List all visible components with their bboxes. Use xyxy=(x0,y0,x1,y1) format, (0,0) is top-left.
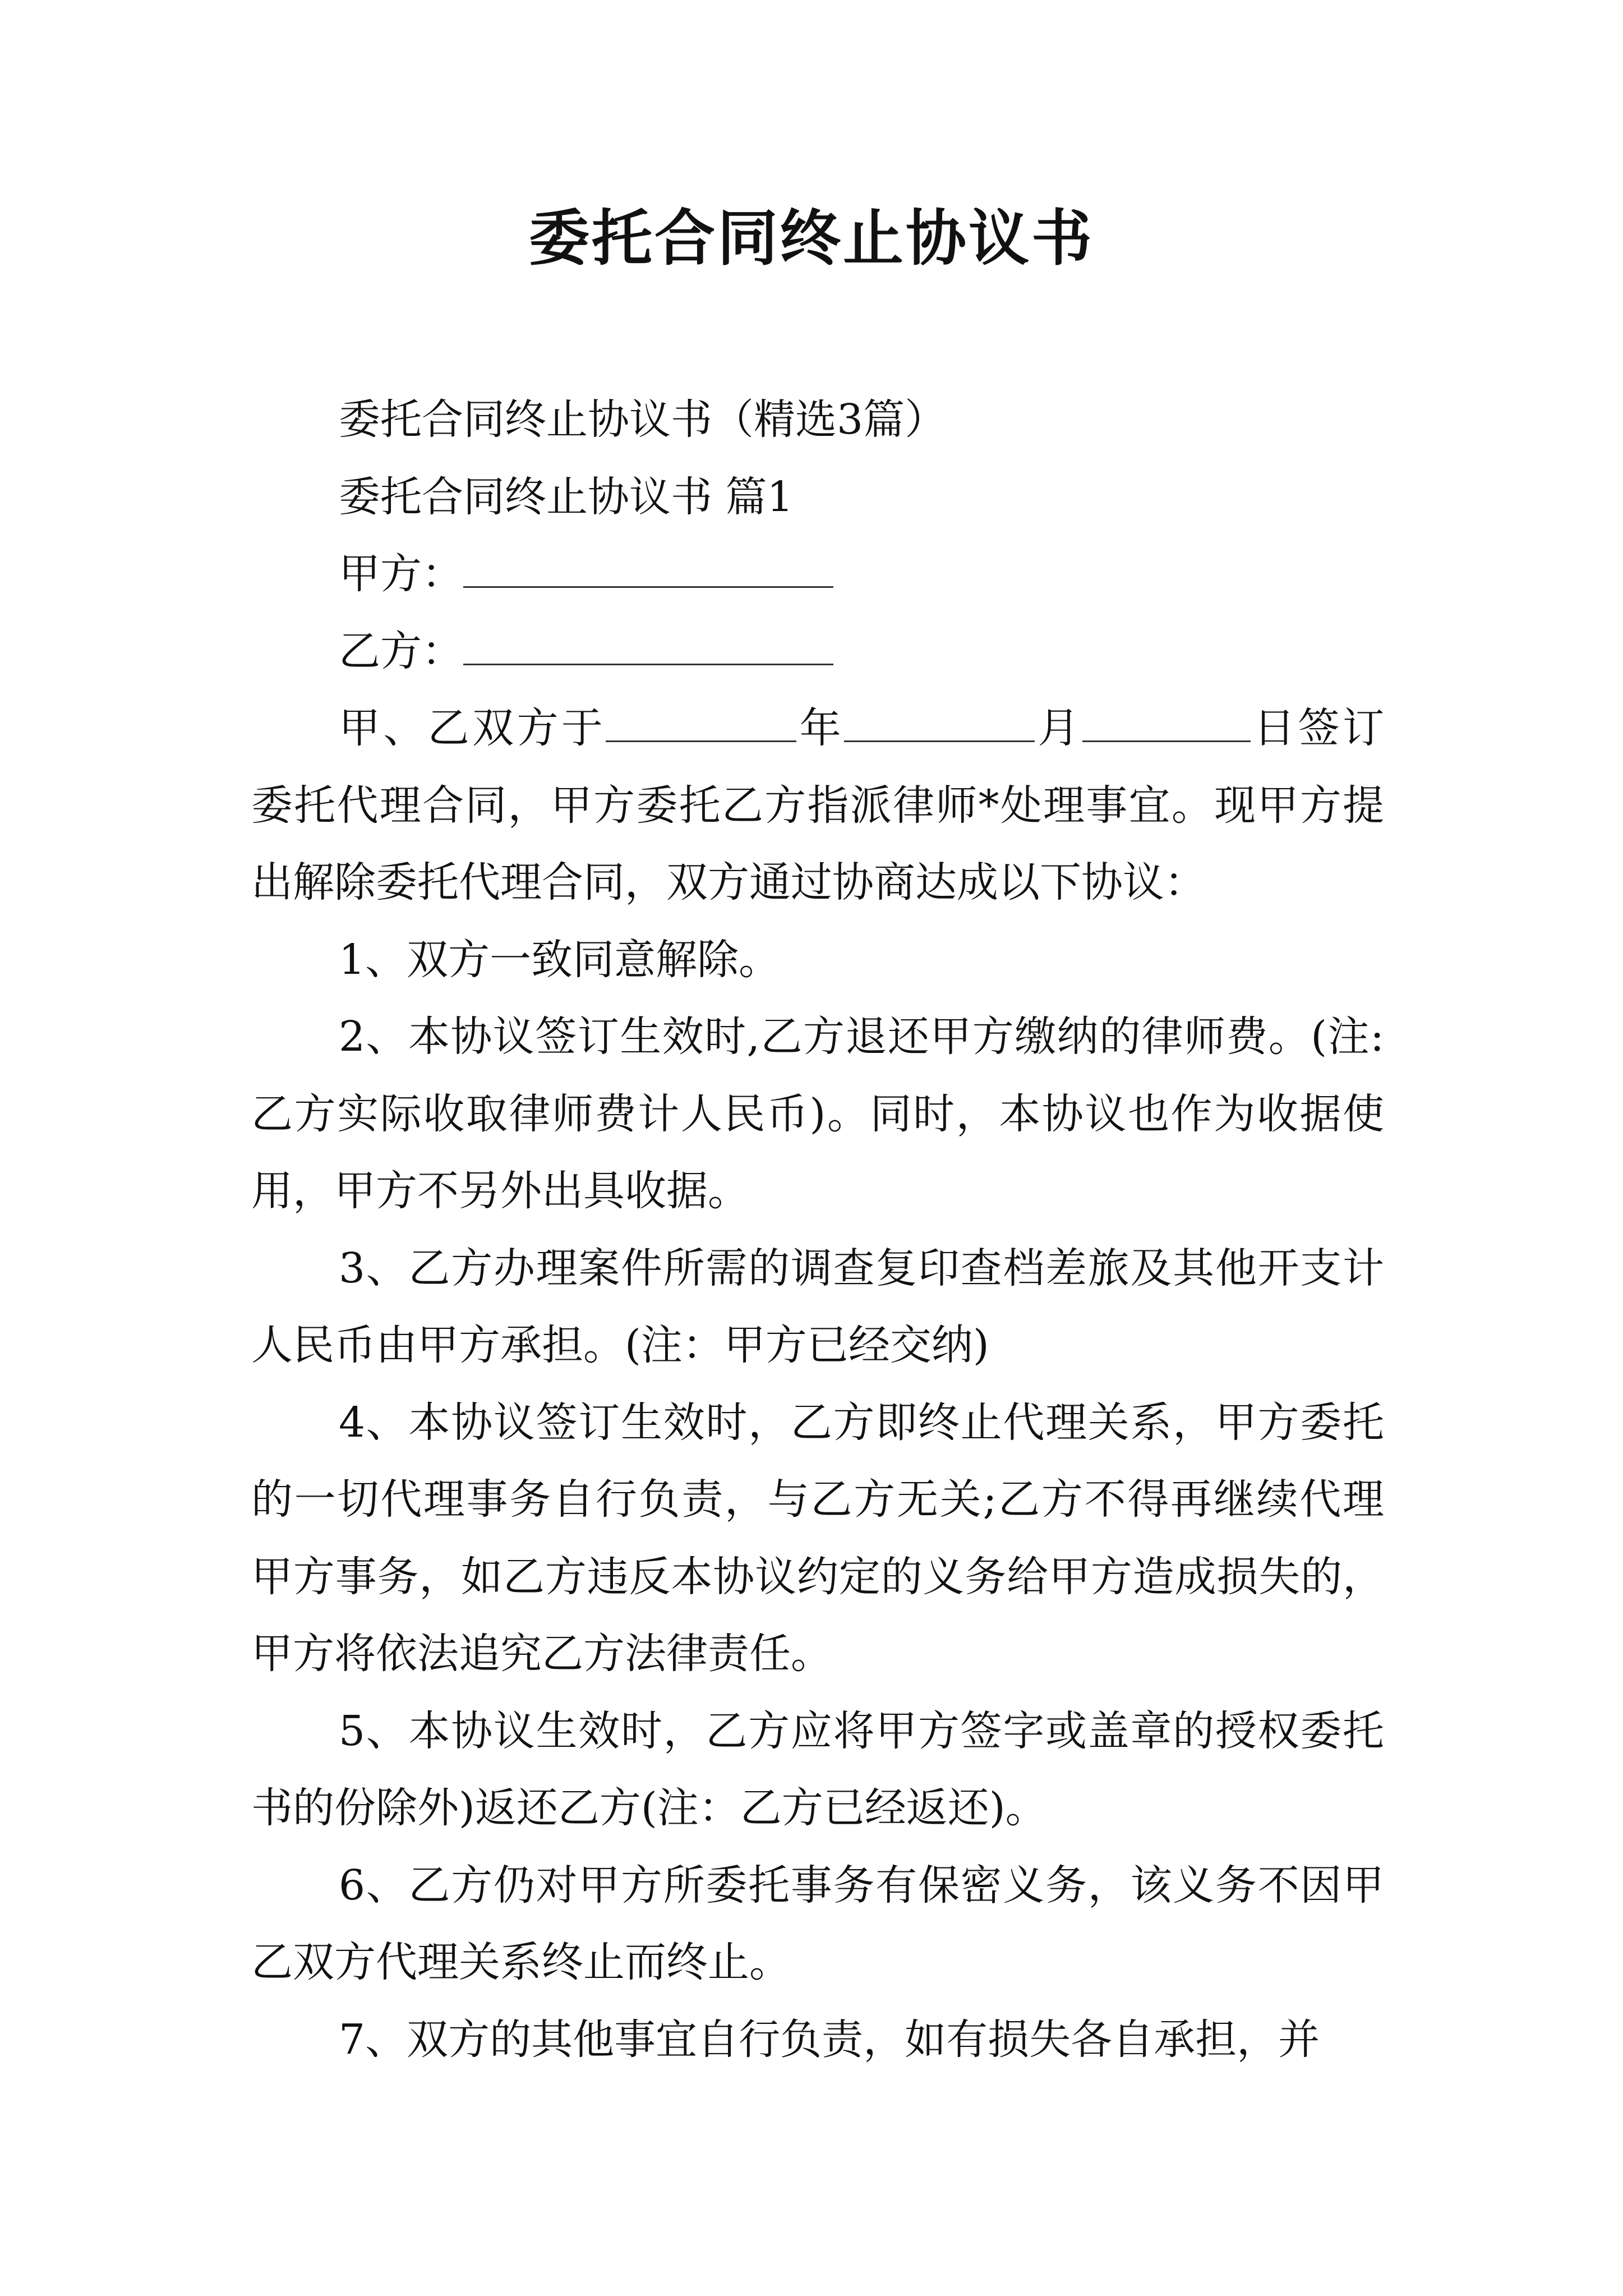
document-title: 委托合同终止协议书 xyxy=(528,203,1094,274)
party-a-line xyxy=(251,536,1384,613)
party-a-blank xyxy=(463,547,833,588)
clause-5: 5、本协议生效时，乙方应将甲方签字或盖章的授权委托书的份除外)返还乙方(注：乙方已经返还)。 xyxy=(251,1706,1384,1832)
document-body xyxy=(251,381,1384,2078)
year-blank xyxy=(606,701,796,742)
month-blank xyxy=(844,701,1035,742)
clause-2: 2、本协议签订生效时,乙方退还甲方缴纳的律师费。(注:乙方实际收取律师费计人民币)。同时，本协议也作为收据使用，甲方不另外出具收据。 xyxy=(251,1013,1384,1215)
clause-3: 3、乙方办理案件所需的调查复印查档差旅及其他开支计人民币由甲方承担。(注：甲方已经交纳) xyxy=(251,1244,1384,1369)
clause-6: 6、乙方仍对甲方所委托事务有保密义务，该义务不因甲乙双方代理关系终止而终止。 xyxy=(251,1861,1384,1986)
intro-part3: 月 xyxy=(1035,704,1082,752)
intro-paragraph xyxy=(251,690,1384,922)
party-b-label: 乙方： xyxy=(339,627,463,675)
section-heading: 委托合同终止协议书 篇1 xyxy=(339,472,794,521)
clause-1: 1、双方一致同意解除。 xyxy=(339,935,781,984)
intro-part4: 日签订委托代理合同，甲方委托乙方指派律师*处理事宜。现甲方提出解除委托代理合同，双方通过协商达成以下协议： xyxy=(251,704,1385,907)
party-b-blank xyxy=(463,624,833,665)
subtitle: 委托合同终止协议书（精选3篇） xyxy=(339,395,947,444)
clause-7: 7、双方的其他事宜自行负责，如有损失各自承担，并 xyxy=(339,2015,1320,2064)
intro-part1: 甲、乙双方于 xyxy=(339,704,606,752)
clause-4: 4、本协议签订生效时，乙方即终止代理关系，甲方委托的一切代理事务自行负责，与乙方无关;乙方不得再继续代理甲方事务，如乙方违反本协议约定的义务给甲方造成损失的，甲方将依法追究乙方法律责任。 xyxy=(251,1398,1384,1678)
intro-part2: 年 xyxy=(796,704,845,752)
party-a-label: 甲方： xyxy=(339,550,463,598)
day-blank xyxy=(1082,701,1251,742)
party-b-line xyxy=(251,613,1384,691)
